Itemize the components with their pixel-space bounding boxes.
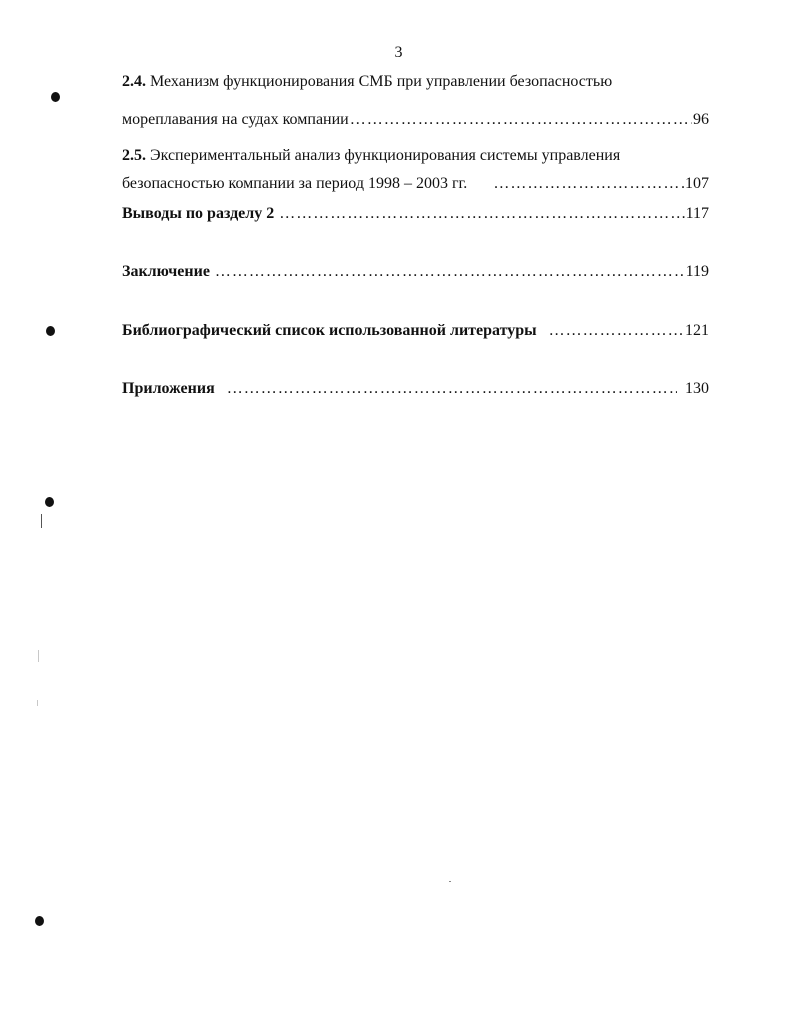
toc-entry-2-4-line1 [122, 72, 709, 92]
toc-entry-2-5-line1 [122, 146, 709, 166]
punch-hole [51, 92, 60, 102]
toc-entry-2-5-page: 107 [685, 175, 709, 192]
punch-hole [46, 326, 55, 336]
toc-entry-conclusions-2 [122, 204, 709, 224]
scan-mark [37, 700, 38, 706]
dot-leader [549, 321, 684, 341]
scan-mark [41, 514, 42, 528]
toc-entry-2-5-title-line1: Экспериментальный анализ функционирования системы управления [150, 147, 621, 164]
toc-entry-conclusion [122, 262, 709, 282]
toc-entry-conclusion-page: 119 [685, 263, 709, 280]
toc-entry-2-4-title-line2: мореплавания на судах компании [122, 111, 349, 128]
toc-entry-appendices [122, 379, 709, 399]
page-number: 3 [394, 44, 403, 61]
punch-hole [45, 497, 54, 507]
dot-leader [493, 174, 684, 194]
scan-mark [38, 650, 39, 662]
punch-hole [35, 916, 44, 926]
toc-entry-appendices-label: Приложения [122, 380, 215, 397]
toc-entry-conclusions-2-label: Выводы по разделу 2 [122, 205, 275, 222]
dot-leader [215, 262, 685, 282]
scan-mark [449, 881, 451, 882]
toc-entry-conclusions-2-page: 117 [685, 205, 709, 222]
toc-entry-2-4-page: 96 [693, 111, 709, 128]
dot-leader [227, 379, 677, 399]
toc-entry-bibliography-page: 121 [685, 322, 709, 339]
toc-entry-bibliography [122, 321, 709, 341]
toc-entry-2-5-title-line2: безопасностью компании за период 1998 – 2003 гг. [122, 175, 468, 192]
toc-entry-2-5-line2 [122, 174, 709, 194]
toc-entry-conclusion-label: Заключение [122, 263, 210, 280]
dot-leader [350, 110, 692, 130]
toc-entry-2-5-number: 2.5. [122, 147, 146, 164]
toc-entry-2-4-line2 [122, 110, 709, 130]
toc-entry-2-4-title-line1: Механизм функционирования СМБ при управлении безопасностью [150, 73, 613, 90]
dot-leader [279, 204, 684, 224]
toc-entry-2-4-number: 2.4. [122, 73, 146, 90]
toc-entry-bibliography-label: Библиографический список использованной литературы [122, 322, 537, 339]
toc-entry-appendices-page: 130 [685, 380, 709, 397]
